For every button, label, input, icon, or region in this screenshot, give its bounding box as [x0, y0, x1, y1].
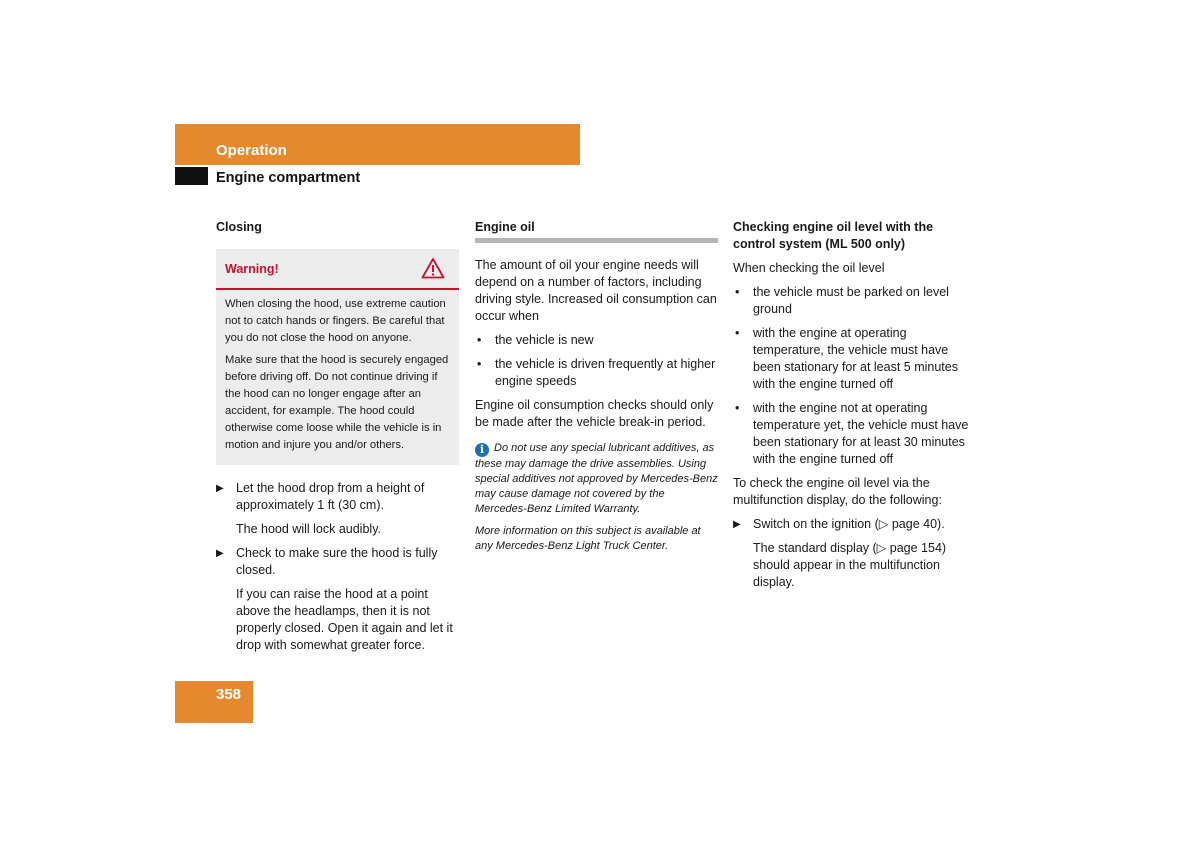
- paragraph: When checking the oil level: [733, 261, 885, 275]
- step-result: The standard display (▷ page 154) should appear in the multifunction display.: [753, 541, 947, 589]
- instruction-step: [216, 480, 459, 514]
- header-tab-marker: [175, 167, 208, 185]
- subsection-title: Engine compartment: [216, 170, 361, 186]
- column-closing: [216, 219, 459, 661]
- list-item-text: the vehicle is new: [495, 333, 594, 347]
- list-item-text: the vehicle is driven frequently at higher engine speeds: [495, 357, 716, 388]
- instruction-step: [733, 516, 978, 533]
- step-text: Switch on the ignition (▷ page 40).: [753, 517, 945, 531]
- section-title: Operation: [216, 142, 287, 159]
- engine-oil-heading: Engine oil: [475, 219, 718, 243]
- note-text: More information on this subject is available at any Mercedes-Benz Light Truck Center.: [475, 525, 701, 552]
- list-item: [733, 284, 978, 318]
- closing-heading: Closing: [216, 220, 262, 234]
- page-number-box: [175, 681, 253, 723]
- warning-text: When closing the hood, use extreme caution not to catch hands or fingers. Be careful that you do not close the hood on anyone.: [225, 298, 446, 344]
- column-oil-level-check: [733, 219, 978, 598]
- step-text: Check to make sure the hood is fully closed.: [236, 546, 438, 577]
- column-engine-oil: [475, 219, 718, 561]
- warning-title: Warning!: [225, 262, 279, 276]
- note-text: Do not use any special lubricant additives, as these may damage the drive assemblies. Using special additives not approved by Mercedes-Benz may cause damage not covered by the Mercedes-Benz Limited Warranty.: [475, 442, 718, 515]
- arrow-bullet-icon: ▶: [733, 519, 741, 530]
- warning-triangle-icon: [421, 257, 445, 279]
- paragraph: Engine oil consumption checks should only be made after the vehicle break-in period.: [475, 398, 714, 429]
- bullet-icon: •: [477, 333, 482, 347]
- list-item: [475, 332, 718, 349]
- step-result: If you can raise the hood at a point above the headlamps, then it is not properly closed. Open it again and let it drop with somewhat greater force.: [236, 587, 453, 652]
- bullet-icon: •: [735, 285, 740, 299]
- bullet-icon: •: [477, 357, 482, 371]
- arrow-bullet-icon: ▶: [216, 548, 224, 559]
- list-item-text: the vehicle must be parked on level ground: [753, 285, 949, 316]
- warning-text: Make sure that the hood is securely engaged before driving off. Do not continue driving if the hood can no longer engage after an accident, for example. The hood could otherwise come loose while the vehicle is in motion and injure you and/or others.: [225, 354, 449, 451]
- bullet-icon: •: [735, 326, 740, 340]
- bullet-icon: •: [735, 401, 740, 415]
- oil-level-heading: Checking engine oil level with the control system (ML 500 only): [733, 220, 934, 251]
- instruction-step: [216, 545, 459, 579]
- warning-box: [216, 249, 459, 465]
- list-item: [475, 356, 718, 390]
- paragraph: To check the engine oil level via the multifunction display, do the following:: [733, 476, 942, 507]
- info-icon: i: [475, 443, 489, 457]
- list-item-text: with the engine at operating temperature, the vehicle must have been stationary for at least 5 minutes with the engine turned off: [753, 326, 958, 391]
- warning-body: [216, 290, 459, 465]
- info-note: [475, 441, 718, 554]
- step-result: The hood will lock audibly.: [236, 522, 381, 536]
- arrow-bullet-icon: ▶: [216, 483, 224, 494]
- list-item-text: with the engine not at operating temperature yet, the vehicle must have been stationary for at least 30 minutes with the engine turned off: [753, 401, 969, 466]
- list-item: [733, 325, 978, 393]
- page-number: 358: [216, 686, 242, 703]
- paragraph: The amount of oil your engine needs will depend on a number of factors, including driving style. Increased oil consumption can occur when: [475, 258, 717, 323]
- list-item: [733, 400, 978, 468]
- step-text: Let the hood drop from a height of approximately 1 ft (30 cm).: [236, 481, 425, 512]
- warning-header: [216, 249, 459, 290]
